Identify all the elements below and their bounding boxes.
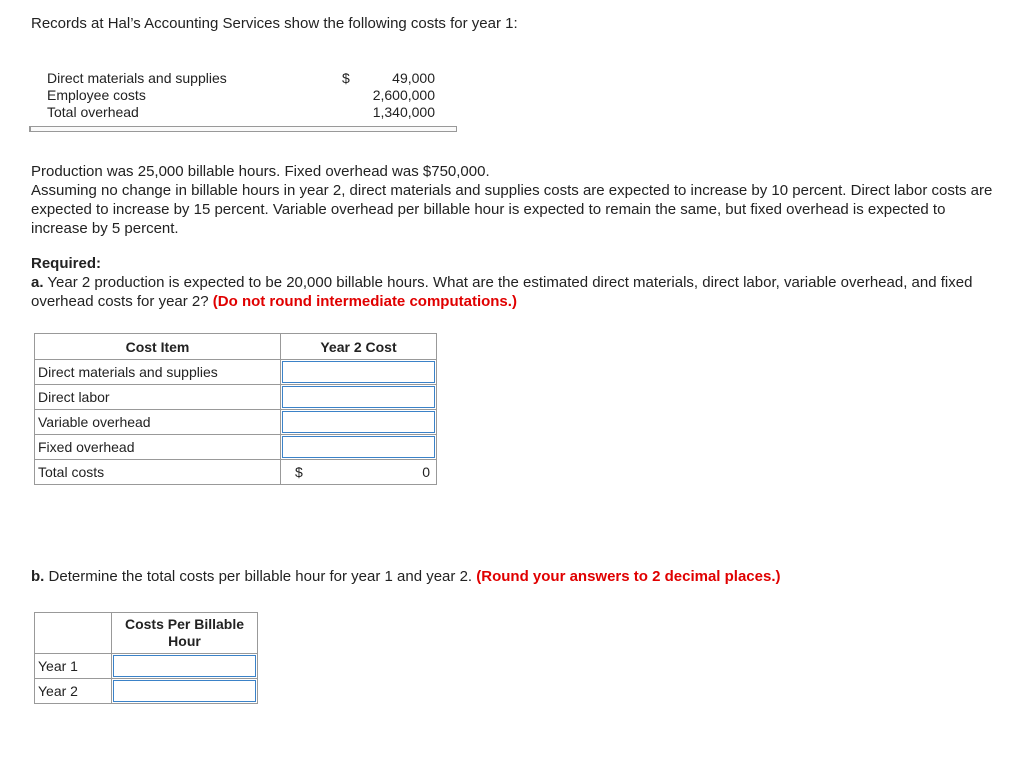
- year2-cost-table: [34, 333, 437, 485]
- currency-sign: $: [295, 464, 303, 480]
- cost-row: [47, 104, 457, 121]
- row-label-direct-materials: Direct materials and supplies: [35, 360, 281, 385]
- cost-label: Total overhead: [47, 104, 139, 120]
- table-row: [35, 435, 437, 460]
- required-section: [31, 254, 1006, 311]
- total-costs-value: 0: [422, 464, 430, 480]
- paragraph: Assuming no change in billable hours in year 2, direct materials and supplies costs are expected to increase by 10 percent. Direct labor costs are expected to increase by 15 percent. Variable overhead per billable hour is expected to remain the same, but fixed overhead is expected to increase by 5 percent.: [31, 182, 993, 237]
- cost-row: [47, 87, 457, 104]
- part-a-letter: a.: [31, 274, 44, 291]
- cost-label: Direct materials and supplies: [47, 70, 227, 86]
- cost-value: 49,000: [392, 70, 435, 86]
- row-label-total-costs: Total costs: [35, 460, 281, 485]
- total-row: [35, 460, 437, 485]
- cost-value: 1,340,000: [372, 104, 435, 120]
- row-label-direct-labor: Direct labor: [35, 385, 281, 410]
- cost-label: Employee costs: [47, 87, 146, 103]
- row-label-fixed-overhead: Fixed overhead: [35, 435, 281, 460]
- paragraph: Production was 25,000 billable hours. Fixed overhead was $750,000.: [31, 163, 490, 180]
- variable-overhead-input[interactable]: [282, 411, 435, 433]
- fixed-overhead-input[interactable]: [282, 436, 435, 458]
- row-label-year2: Year 2: [35, 679, 112, 704]
- part-b-note: (Round your answers to 2 decimal places.): [476, 568, 781, 585]
- cost-row: [47, 70, 457, 87]
- year1-cost-per-hour-input[interactable]: [113, 655, 256, 677]
- year2-cost-per-hour-input[interactable]: [113, 680, 256, 702]
- problem-text: [31, 162, 1006, 238]
- part-b-text: Determine the total costs per billable hour for year 1 and year 2.: [48, 568, 473, 585]
- column-header-cost-item: Cost Item: [35, 334, 281, 360]
- column-header-cost-per-hour: Costs Per Billable Hour: [112, 613, 258, 654]
- cost-value: 2,600,000: [372, 87, 435, 103]
- required-heading: Required:: [31, 255, 102, 272]
- column-header-year2-cost: Year 2 Cost: [281, 334, 437, 360]
- table-row: [35, 654, 258, 679]
- row-label-year1: Year 1: [35, 654, 112, 679]
- table-row: [35, 360, 437, 385]
- part-b-question: [31, 568, 781, 585]
- cost-per-hour-table: [34, 612, 258, 704]
- table-row: [35, 410, 437, 435]
- part-a-question: [31, 273, 1006, 311]
- row-label-variable-overhead: Variable overhead: [35, 410, 281, 435]
- intro-text: Records at Hal’s Accounting Services show the following costs for year 1:: [31, 15, 518, 32]
- part-a-note: (Do not round intermediate computations.): [212, 293, 517, 310]
- direct-materials-input[interactable]: [282, 361, 435, 383]
- total-costs-cell: [281, 460, 436, 484]
- year1-costs-list: [47, 70, 457, 121]
- divider: [29, 126, 457, 132]
- blank-header: [35, 613, 112, 654]
- direct-labor-input[interactable]: [282, 386, 435, 408]
- table-row: [35, 679, 258, 704]
- currency-sign: $: [342, 70, 350, 86]
- table-row: [35, 385, 437, 410]
- part-b-letter: b.: [31, 568, 45, 585]
- part-a-text: Year 2 production is expected to be 20,000 billable hours. What are the estimated direct materials, direct labor, variable overhead, and fixed overhead costs for year 2?: [31, 274, 973, 310]
